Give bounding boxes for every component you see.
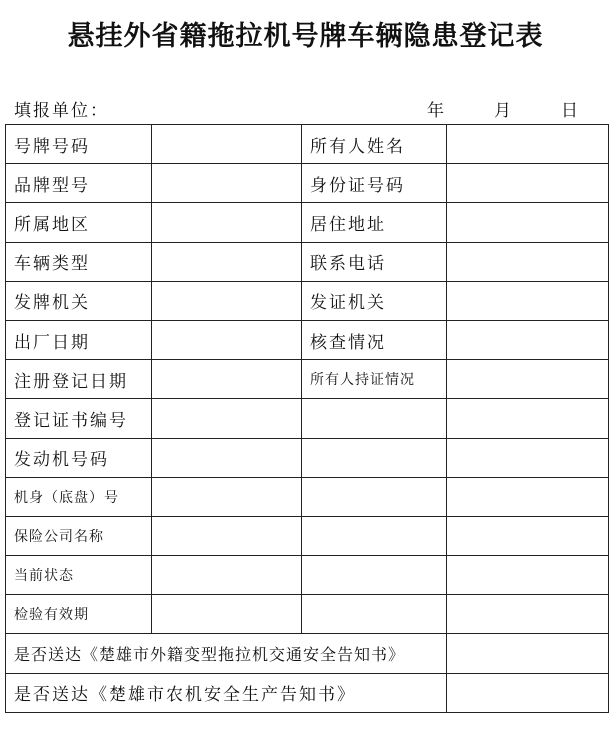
field-value-cell[interactable] bbox=[447, 164, 609, 203]
field-value-cell[interactable] bbox=[152, 556, 302, 595]
notice-delivery-label: 是否送达《楚雄市农机安全生产告知书》 bbox=[6, 673, 447, 712]
field-label: 联系电话 bbox=[302, 242, 447, 281]
field-value-cell[interactable] bbox=[152, 242, 302, 281]
field-value-cell[interactable] bbox=[447, 634, 609, 673]
field-label: 核查情况 bbox=[302, 320, 447, 359]
table-row bbox=[6, 164, 609, 203]
field-label: 发动机号码 bbox=[6, 438, 152, 477]
field-label: 车辆类型 bbox=[6, 242, 152, 281]
field-label: 号牌号码 bbox=[6, 125, 152, 164]
blank-cell[interactable] bbox=[302, 438, 447, 477]
field-value-cell[interactable] bbox=[447, 203, 609, 242]
table-row bbox=[6, 438, 609, 477]
field-label: 所有人持证情况 bbox=[302, 360, 447, 399]
fill-info-row bbox=[14, 96, 580, 120]
field-label: 居住地址 bbox=[302, 203, 447, 242]
field-label: 保险公司名称 bbox=[6, 516, 152, 555]
table-row bbox=[6, 360, 609, 399]
field-value-cell[interactable] bbox=[447, 320, 609, 359]
field-label: 发证机关 bbox=[302, 281, 447, 320]
blank-cell[interactable] bbox=[447, 556, 609, 595]
field-value-cell[interactable] bbox=[152, 477, 302, 516]
table-row bbox=[6, 320, 609, 359]
reporting-unit-label: 填报单位： bbox=[14, 101, 109, 121]
table-row bbox=[6, 556, 609, 595]
blank-cell[interactable] bbox=[302, 516, 447, 555]
table-row bbox=[6, 595, 609, 634]
field-value-cell[interactable] bbox=[447, 242, 609, 281]
field-value-cell[interactable] bbox=[152, 203, 302, 242]
table-row bbox=[6, 281, 609, 320]
field-value-cell[interactable] bbox=[447, 673, 609, 712]
field-value-cell[interactable] bbox=[447, 360, 609, 399]
field-label: 注册登记日期 bbox=[6, 360, 152, 399]
field-value-cell[interactable] bbox=[152, 281, 302, 320]
field-value-cell[interactable] bbox=[152, 438, 302, 477]
field-value-cell[interactable] bbox=[152, 360, 302, 399]
month-label: 月 bbox=[494, 101, 513, 121]
field-label: 所有人姓名 bbox=[302, 125, 447, 164]
notice-delivery-label: 是否送达《楚雄市外籍变型拖拉机交通安全告知书》 bbox=[6, 634, 447, 673]
field-value-cell[interactable] bbox=[447, 281, 609, 320]
table-row bbox=[6, 516, 609, 555]
blank-cell[interactable] bbox=[302, 556, 447, 595]
table-row bbox=[6, 203, 609, 242]
blank-cell[interactable] bbox=[302, 399, 447, 438]
field-value-cell[interactable] bbox=[152, 516, 302, 555]
blank-cell[interactable] bbox=[447, 595, 609, 634]
blank-cell[interactable] bbox=[447, 399, 609, 438]
field-value-cell[interactable] bbox=[152, 125, 302, 164]
field-value-cell[interactable] bbox=[152, 595, 302, 634]
blank-cell[interactable] bbox=[447, 438, 609, 477]
form-title: 悬挂外省籍拖拉机号牌车辆隐患登记表 bbox=[67, 21, 544, 52]
blank-cell[interactable] bbox=[447, 516, 609, 555]
field-value-cell[interactable] bbox=[152, 164, 302, 203]
field-value-cell[interactable] bbox=[447, 125, 609, 164]
field-label: 发牌机关 bbox=[6, 281, 152, 320]
table-row bbox=[6, 634, 609, 673]
field-label: 品牌型号 bbox=[6, 164, 152, 203]
day-label: 日 bbox=[561, 101, 580, 121]
table-row bbox=[6, 125, 609, 164]
field-label: 检验有效期 bbox=[6, 595, 152, 634]
field-label: 身份证号码 bbox=[302, 164, 447, 203]
blank-cell[interactable] bbox=[302, 595, 447, 634]
field-label: 机身（底盘）号 bbox=[6, 477, 152, 516]
table-row bbox=[6, 673, 609, 712]
blank-cell[interactable] bbox=[447, 477, 609, 516]
table-row bbox=[6, 399, 609, 438]
table-row bbox=[6, 242, 609, 281]
field-label: 出厂日期 bbox=[6, 320, 152, 359]
blank-cell[interactable] bbox=[302, 477, 447, 516]
field-label: 所属地区 bbox=[6, 203, 152, 242]
field-value-cell[interactable] bbox=[152, 320, 302, 359]
field-value-cell[interactable] bbox=[152, 399, 302, 438]
field-label: 当前状态 bbox=[6, 556, 152, 595]
date-fields bbox=[427, 96, 580, 121]
table-row bbox=[6, 477, 609, 516]
field-label: 登记证书编号 bbox=[6, 399, 152, 438]
year-label: 年 bbox=[427, 101, 446, 121]
registration-table bbox=[5, 124, 609, 713]
